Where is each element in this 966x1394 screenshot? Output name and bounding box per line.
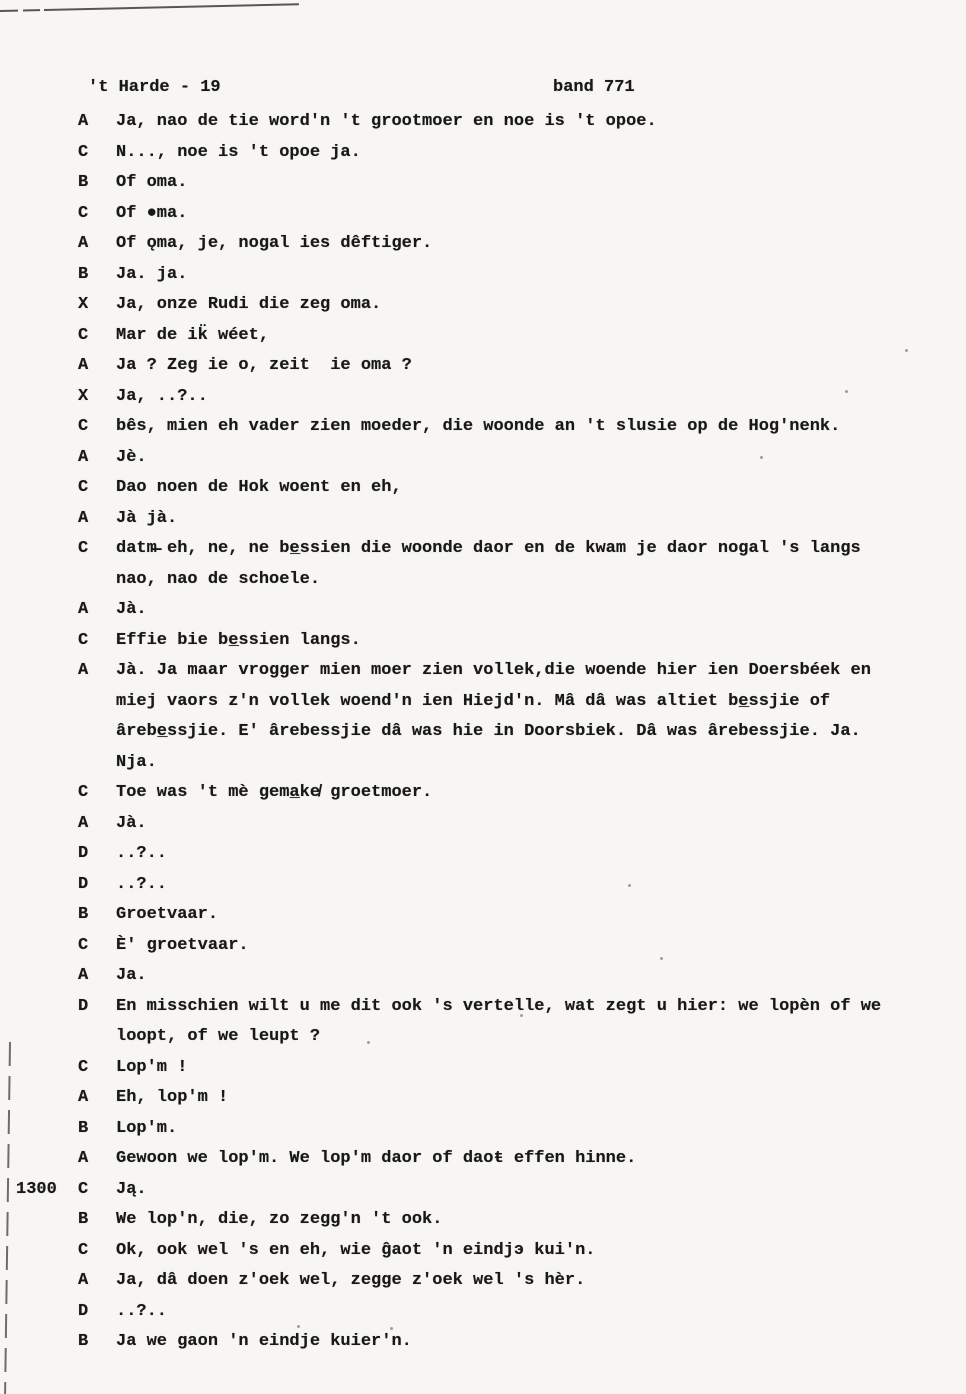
speaker-label: A: [78, 813, 89, 833]
transcript-line: [78, 1236, 958, 1267]
transcript-line: [78, 229, 958, 260]
speaker-label: A: [78, 966, 89, 985]
dialogue-text: loopt, of we leupt ?: [116, 1027, 321, 1046]
transcript-line: [78, 778, 958, 809]
speaker-label: C: [78, 203, 89, 223]
dialogue-text: Jè.: [116, 447, 147, 467]
transcript-line: [78, 1114, 958, 1145]
transcript-line: [78, 351, 958, 382]
transcript-line: [78, 931, 958, 962]
speaker-label: D: [78, 996, 89, 1016]
dialogue-text: miej vaors z'n vollek woend'n ien Hiejd'n. Mâ dâ was altiet be̲ssjie of: [116, 691, 831, 711]
transcript-line: [78, 595, 958, 626]
transcript-line: [78, 534, 958, 565]
transcript-line: [78, 870, 958, 901]
speaker-label: [78, 717, 116, 748]
dialogue-text: Nja.: [116, 752, 157, 772]
dialogue-text: Ja we gaon 'n eindje kuier'n.: [116, 1332, 412, 1351]
dialogue-text: Ją.: [116, 1179, 147, 1199]
transcript-line: [78, 443, 958, 474]
transcript-line: [78, 900, 958, 931]
dialogue-text: Lop'm.: [116, 1118, 178, 1138]
transcript-line: [78, 626, 958, 657]
transcript-line: [78, 321, 958, 352]
transcript-line: [78, 1297, 958, 1328]
dialogue-text: Of ǫma, je, nogal ies dêftiger.: [116, 234, 433, 253]
dialogue-text: Ja, onze Rudi die zeg oma.: [116, 295, 382, 314]
dialogue-text: N..., noe is 't opoe ja.: [116, 142, 361, 162]
transcript-line-continuation: [78, 565, 958, 596]
dialogue-text: Effie bie be̲ssien langs.: [116, 630, 361, 650]
speaker-label: A: [78, 661, 89, 680]
transcript-line: [78, 382, 958, 413]
speaker-label: B: [78, 905, 89, 924]
transcript-line: [78, 839, 958, 870]
speaker-label: C: [78, 630, 89, 650]
dialogue-text: ..?..: [116, 844, 168, 863]
transcript-line: [78, 1205, 958, 1236]
dialogue-text: Ja ? Zeg ie o, zeit ie oma ?: [116, 356, 412, 375]
transcript-line: [78, 473, 958, 504]
speaker-label: B: [78, 1332, 89, 1351]
transcript-line: [78, 168, 958, 199]
dialogue-text: Gewoon we lop'm. We lop'm daor of daoŧ effen hinne.: [116, 1149, 637, 1168]
dialogue-text: ..?..: [116, 1301, 168, 1321]
speaker-label: [78, 748, 116, 779]
dialogue-text: nao, nao de schoele.: [116, 569, 321, 589]
speaker-label: C: [78, 1240, 89, 1260]
transcript-line-continuation: [78, 1022, 958, 1053]
speaker-label: A: [78, 1271, 89, 1290]
dialogue-text: Dao noen de Hok woent en eh,: [116, 478, 402, 497]
transcript-line-continuation: [78, 687, 958, 718]
dialogue-text: È' groetvaar.: [116, 935, 249, 955]
speaker-label: A: [78, 1149, 89, 1168]
dialogue-text: Of oma.: [116, 173, 188, 192]
dialogue-text: Lop'm !: [116, 1057, 188, 1077]
speaker-label: B: [78, 1118, 89, 1138]
transcript-body: [16, 107, 958, 1358]
transcript-line: [78, 809, 958, 840]
speaker-label: C: [78, 142, 89, 162]
speaker-label: C: [78, 325, 89, 345]
transcript-line: [78, 992, 958, 1023]
dialogue-text: Toe was 't mè gema̲ke̸ groetmoer.: [116, 783, 433, 802]
dialogue-text: Ja. ja.: [116, 264, 188, 284]
speaker-label: B: [78, 264, 89, 284]
dialogue-text: Ja, dâ doen z'oek wel, zegge z'oek wel 's hèr.: [116, 1271, 586, 1290]
speaker-label: [78, 565, 116, 596]
transcript-line: [78, 1266, 958, 1297]
dialogue-text: Ja, ..?..: [116, 386, 208, 406]
speaker-label: B: [78, 1210, 89, 1229]
transcript-line: [78, 107, 958, 138]
transcript-line: [78, 199, 958, 230]
transcript-line: [78, 504, 958, 535]
dialogue-text: Jà.: [116, 813, 147, 833]
transcript-line: [78, 1083, 958, 1114]
tape-band-number: band 771: [553, 78, 635, 97]
speaker-label: X: [78, 386, 89, 406]
speaker-label: [78, 687, 116, 718]
speaker-label: D: [78, 844, 89, 863]
speaker-label: A: [78, 356, 89, 375]
dialogue-text: ..?..: [116, 874, 168, 894]
dialogue-text: Groetvaar.: [116, 905, 219, 924]
speaker-label: D: [78, 1301, 89, 1321]
dialogue-text: bês, mien eh vader zien moeder, die woonde an 't slusie op de Hog'nenk.: [116, 417, 841, 436]
transcript-line: [78, 138, 958, 169]
speaker-label: X: [78, 295, 89, 314]
transcript-line: [16, 1175, 958, 1206]
transcript-line-continuation: [78, 748, 958, 779]
speaker-label: A: [78, 112, 89, 131]
dialogue-text: datm̶ eh, ne, ne be̲ssien die woonde daor en de kwam je daor nogal 's langs: [116, 539, 861, 558]
dialogue-text: Of ●ma.: [116, 203, 188, 223]
speaker-label: A: [78, 508, 89, 528]
dialogue-text: Eh, lop'm !: [116, 1088, 229, 1107]
transcript-line: [78, 1144, 958, 1175]
transcript-line: [78, 412, 958, 443]
speaker-label: A: [78, 1088, 89, 1107]
speaker-label: C: [78, 539, 89, 558]
speaker-label: C: [78, 417, 89, 436]
speaker-label: [78, 1022, 116, 1053]
dialogue-text: Mar de ik̈ wéet,: [116, 325, 270, 345]
transcript-line: [78, 290, 958, 321]
transcript-line: [78, 260, 958, 291]
speaker-label: C: [78, 1057, 89, 1077]
dialogue-text: Ja, nao de tie word'n 't grootmoer en noe is 't opoe.: [116, 112, 657, 131]
tape-counter-marker: 1300: [16, 1179, 57, 1199]
transcript-line: [78, 656, 958, 687]
dialogue-text: Ok, ook wel 's en eh, wie ĝaot 'n eindjэ kui'n.: [116, 1240, 596, 1260]
speaker-label: C: [78, 783, 89, 802]
dialogue-text: We lop'n, die, zo zegg'n 't ook.: [116, 1210, 443, 1229]
dialogue-text: Jà. Ja maar vrogger mien moer zien vollek,die woende hier ien Doersbéek en: [116, 661, 871, 680]
scan-line-artifact-left-margin: [4, 1042, 11, 1394]
speaker-label: A: [78, 234, 89, 253]
dialogue-text: Jà.: [116, 600, 147, 619]
dialogue-text: Ja.: [116, 966, 147, 985]
transcript-line-continuation: [78, 717, 958, 748]
page-title: 't Harde - 19: [88, 78, 221, 97]
speaker-label: B: [78, 173, 89, 192]
dialogue-text: ârebe̲ssjie. E' ârebessjie dâ was hie in Doorsbiek. Dâ was ârebessjie. Ja.: [116, 722, 861, 741]
dialogue-text: Jà jà.: [116, 508, 178, 528]
dialogue-text: En misschien wilt u me dit ook 's vertelle, wat zegt u hier: we lopèn of we: [116, 996, 882, 1016]
scan-line-artifact-top: [0, 3, 299, 12]
transcript-line: [78, 961, 958, 992]
speaker-label: A: [78, 600, 89, 619]
transcript-line: [78, 1327, 958, 1358]
speaker-label: C: [78, 1179, 89, 1199]
speaker-label: A: [78, 447, 89, 467]
speaker-label: D: [78, 874, 89, 894]
transcript-line: [78, 1053, 958, 1084]
speaker-label: C: [78, 478, 89, 497]
speaker-label: C: [78, 935, 89, 955]
